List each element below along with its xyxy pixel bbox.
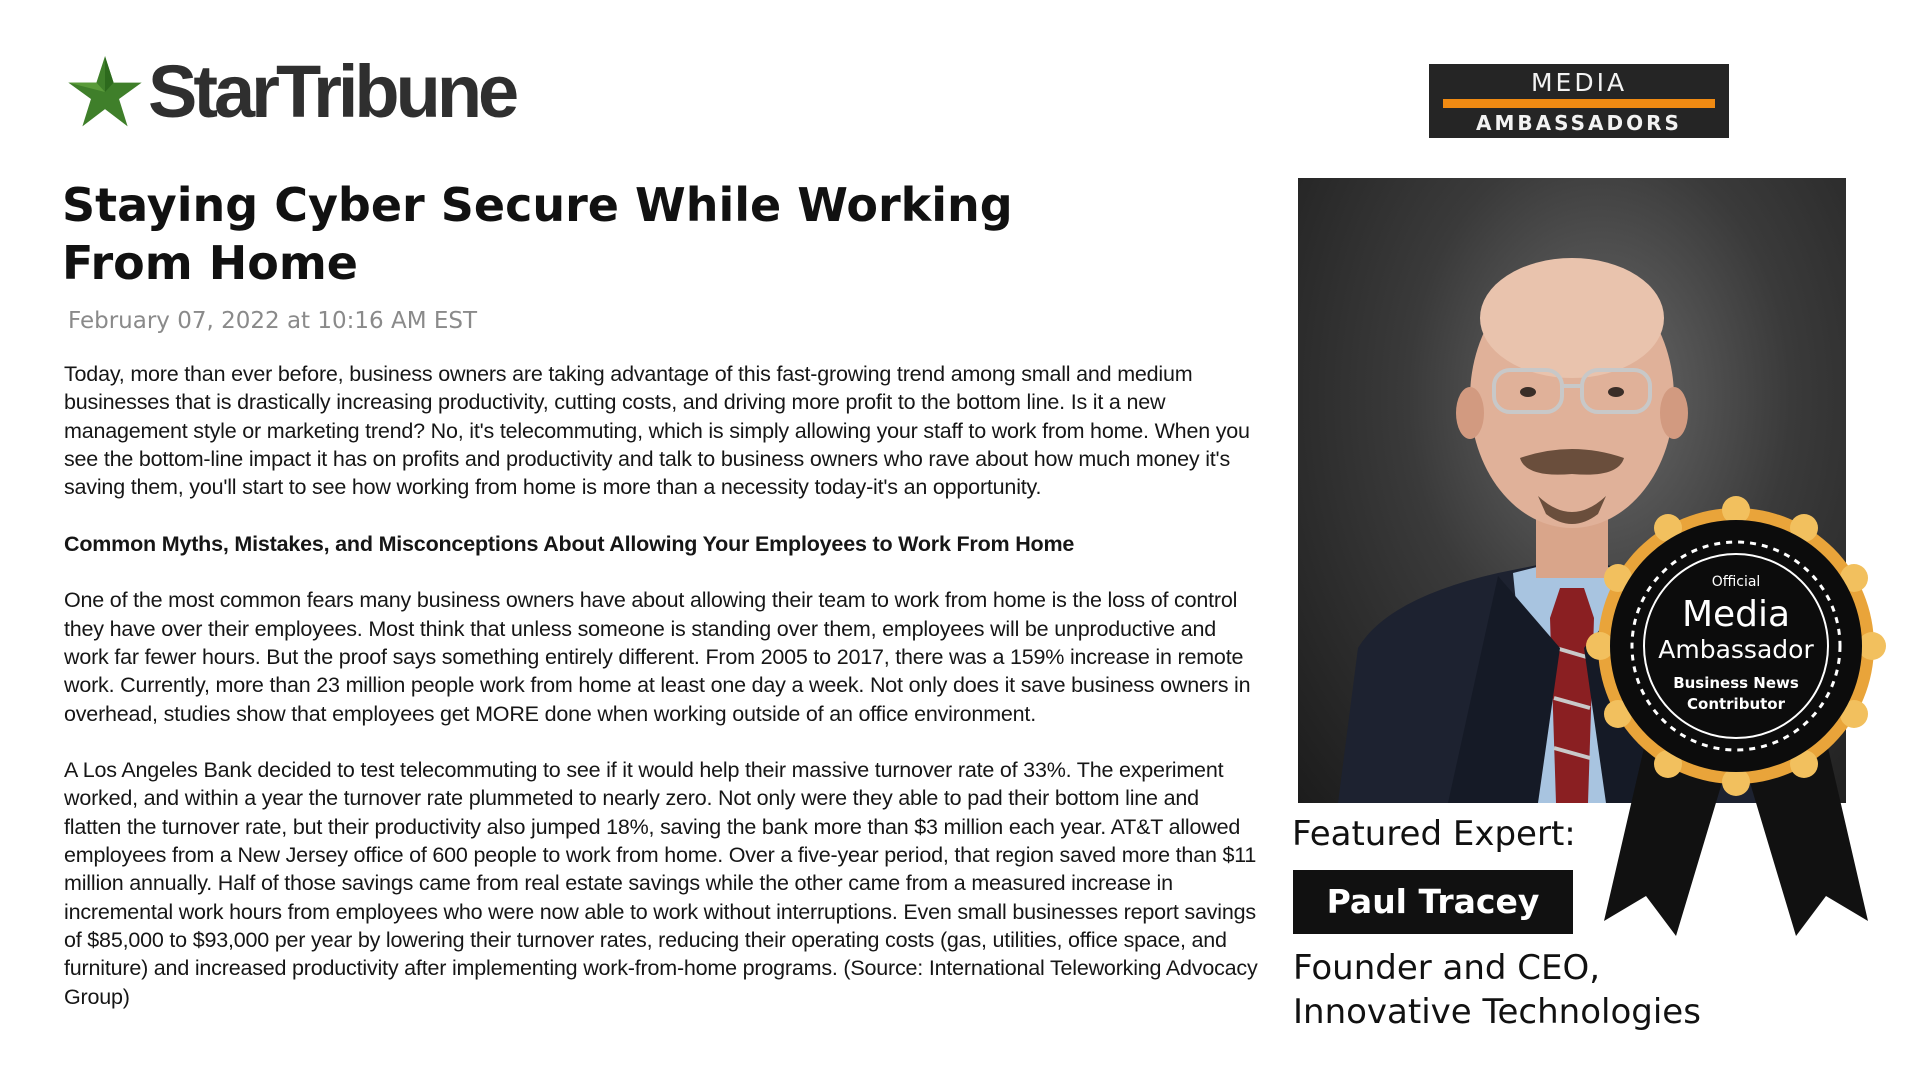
badge-line2: Media bbox=[1681, 594, 1791, 635]
article-title: Staying Cyber Secure While Working From Home bbox=[62, 178, 1013, 290]
article-paragraph-1: Today, more than ever before, business owners are taking advantage of this fast-growing trend among small and medium businesses that is drastically increasing productivity, cutting costs, and driving more profit to the bottom line. Is it a new management style or marketing trend? No, it's telecommuting, which is simply allowing your staff to work from home. When you see the bottom-line impact it has on profits and productivity and talk to business owners who rave about how much money it's saving them, you'll start to see how working from home is more than a necessity today-it's an opportunity. bbox=[64, 362, 1250, 500]
expert-role-title: Founder and CEO, bbox=[1293, 948, 1601, 988]
article-paragraph-3: A Los Angeles Bank decided to test telecommuting to see if it would help their massive turnover rate of 33%. The experiment worked, and within a year the turnover rate plummeted to nearly zero. Not only were they able to pad their bottom line and flatten the turnover rate, but their productivity also jumped 18%, saving the bank more than $3 million each year. AT&T allowed employees from a New Jersey office of 600 people to work from home. Over a five-year period, that region saved more than $11 million annually. Half of those savings came from real estate savings while the other came from a measured increase in incremental work hours from employees who were now able to work without interruptions. Even small businesses report savings of $85,000 to $93,000 per year by lowering their turnover rates, reducing their operating costs (gas, utilities, office space, and furniture) and increased productivity after implementing work-from-home programs. (Source: International Teleworking Advocacy Group) bbox=[64, 758, 1258, 1009]
brand-name: StarTribune bbox=[148, 50, 516, 133]
expert-name: Paul Tracey bbox=[1293, 870, 1573, 934]
article-subheading: Common Myths, Mistakes, and Misconceptions About Allowing Your Employees to Work From Home bbox=[64, 531, 1075, 556]
badge-line3: Ambassador bbox=[1658, 635, 1814, 664]
badge-line5: Contributor bbox=[1687, 695, 1785, 713]
featured-expert-label: Featured Expert: bbox=[1292, 814, 1576, 854]
article-paragraph-2: One of the most common fears many business owners have about allowing their team to work from home is the loss of control they have over their employees. Most think that unless someone is standing over them, employees will be unproductive and work far fewer hours. But the proof says something entirely different. From 2005 to 2017, there was a 159% increase in remote work. Currently, more than 23 million people work from home at least one day a week. Not only does it save business owners in overhead, studies show that employees get MORE done when working outside of an office environment. bbox=[64, 588, 1251, 726]
partner-logo-line1: MEDIA bbox=[1530, 68, 1628, 97]
article-date: February 07, 2022 at 10:16 AM EST bbox=[68, 308, 478, 334]
media-ambassador-badge bbox=[1586, 496, 1886, 946]
star-icon bbox=[66, 53, 144, 131]
expert-role bbox=[1293, 946, 1853, 1034]
partner-logo-line2: AMBASSADORS bbox=[1476, 111, 1682, 135]
badge-line1: Official bbox=[1711, 574, 1761, 590]
expert-role-company: Innovative Technologies bbox=[1293, 992, 1701, 1032]
media-ambassadors-logo bbox=[1429, 64, 1729, 138]
masthead-logo[interactable] bbox=[66, 52, 515, 132]
partner-logo-bar bbox=[1443, 99, 1715, 108]
article-body bbox=[64, 360, 1260, 1039]
badge-line4: Business News bbox=[1673, 674, 1799, 692]
